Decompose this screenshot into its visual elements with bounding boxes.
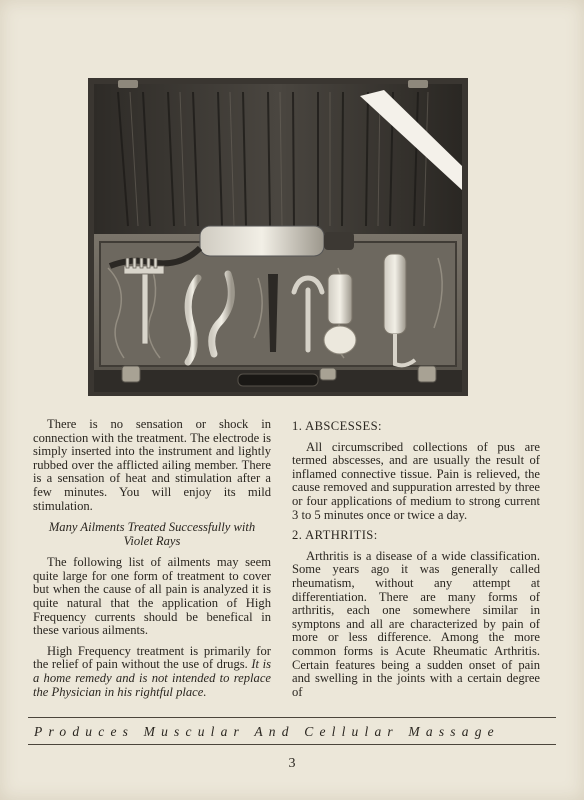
treatment-text: High Frequency treatment is primarily for the relief of pain without the use of drugs. bbox=[33, 643, 271, 672]
ailments-subheading: Many Ailments Treated Successfully with Violet Rays bbox=[48, 520, 256, 549]
abscesses-paragraph: All circumscribed collections of pus are termed abscesses, and are usually the result of inflamed connective tissue. Pain is relieved, the cause removed and suppuration arrested by three or four applications of medium to strong current 3 to 5 minutes once or twice a day. bbox=[292, 439, 540, 522]
intro-paragraph: There is no sensation or shock in connection with the treatment. The electrode is simply inserted into the instrument and lightly rubbed over the afflicted ailing member. There is a sensation of heat and stimulation after a few minutes. You will enjoy its mild stimulation. bbox=[33, 417, 271, 513]
treatment-paragraph bbox=[33, 645, 271, 699]
footer-bottom-rule bbox=[28, 744, 556, 745]
arthritis-heading: 2. ARTHRITIS: bbox=[292, 528, 378, 543]
page-number: 3 bbox=[288, 756, 296, 771]
footer-top-rule bbox=[28, 717, 556, 718]
treatment-italic-text: It is a home remedy and is not intended to replace the Physician in his rightful place. bbox=[33, 657, 271, 699]
left-text-column bbox=[33, 418, 271, 706]
arthritis-paragraph: Arthritis is a disease of a wide classification. Some years ago it was generally called rheumatism, without any attempt at differentiation. There are many forms of arthritis, each one somewhere similar in symptons and all are characterized by pain of more or less difference. Among the more common forms is Acute Rheumatic Arthritis. Certain features being a sudden onset of pain and swelling in the joints with a certain degree of bbox=[292, 548, 540, 699]
ailments-paragraph: The following list of ailments may seem quite large for one form of treatment to cover but when the cause of all pain is analyzed it is quite natural that the application of High Frequency currents should be benefical in these various ailments. bbox=[33, 555, 271, 638]
violet-ray-case-photo bbox=[88, 78, 468, 396]
abscesses-heading: 1. ABSCESSES: bbox=[292, 419, 382, 433]
footer-motto: Produces Muscular And Cellular Massage bbox=[34, 724, 500, 739]
right-text-column bbox=[292, 418, 540, 706]
